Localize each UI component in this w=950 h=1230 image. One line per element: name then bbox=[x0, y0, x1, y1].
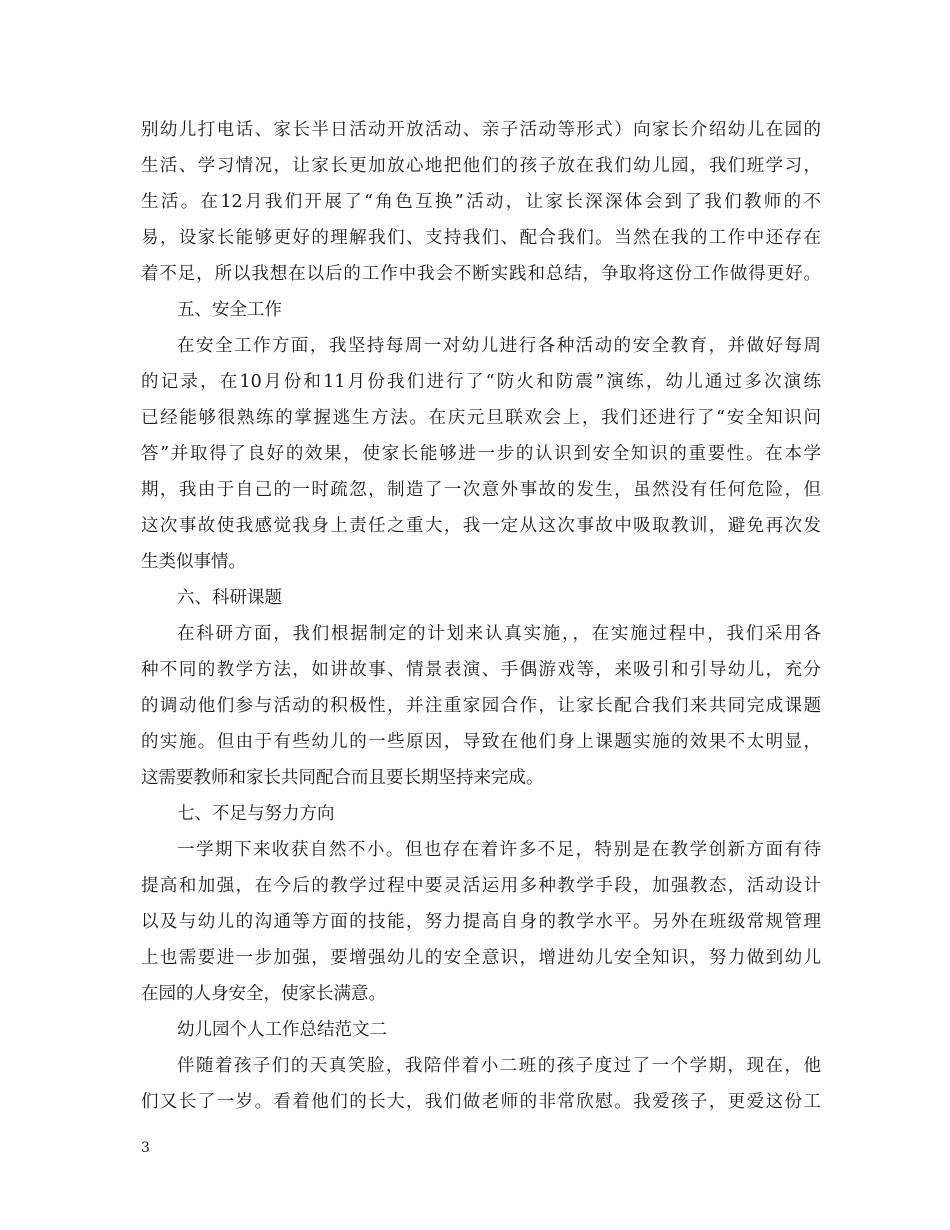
text-line: 七、不足与努力方向 bbox=[177, 804, 335, 824]
text-line: 提高和加强，在今后的教学过程中要灵活运用多种教学手段，加强教态，活动设计 bbox=[141, 876, 821, 896]
text-line: 生类似事情。 bbox=[141, 552, 246, 572]
text-line: 期，我由于自己的一时疏忽，制造了一次意外事故的发生，虽然没有任何危险，但 bbox=[141, 480, 821, 500]
text-line: 种不同的教学方法，如讲故事、情景表演、手偶游戏等，来吸引和引导幼儿，充分 bbox=[141, 660, 821, 680]
text-line: 这需要教师和家长共同配合而且要长期坚持来完成。 bbox=[141, 768, 544, 788]
text-line: 上也需要进一步加强，要增强幼儿的安全意识，增进幼儿安全知识，努力做到幼儿 bbox=[141, 948, 821, 968]
text-line: 在安全工作方面，我坚持每周一对幼儿进行各种活动的安全教育，并做好每周 bbox=[177, 336, 821, 356]
text-line: 在园的人身安全，使家长满意。 bbox=[141, 984, 386, 1004]
text-line: 在科研方面，我们根据制定的计划来认真实施，，在实施过程中，我们采用各 bbox=[177, 624, 821, 644]
text-line: 幼儿园个人工作总结范文二 bbox=[177, 1020, 387, 1040]
text-line: 别幼儿打电话、家长半日活动开放活动、亲子活动等形式）向家长介绍幼儿在园的 bbox=[141, 120, 821, 140]
text-line: 这次事故使我感觉我身上责任之重大，我一定从这次事故中吸取教训，避免再次发 bbox=[141, 516, 821, 536]
text-line: 们又长了一岁。看着他们的长大，我们做老师的非常欣慰。我爱孩子，更爱这份工 bbox=[141, 1092, 821, 1112]
text-line: 已经能够很熟练的掌握逃生方法。在庆元旦联欢会上，我们还进行了“安全知识问 bbox=[141, 408, 821, 428]
text-line: 伴随着孩子们的天真笑脸，我陪伴着小二班的孩子度过了一个学期，现在，他 bbox=[177, 1056, 821, 1076]
page-number: 3 bbox=[141, 1140, 150, 1156]
text-line: 一学期下来收获自然不小。但也存在着许多不足，特别是在教学创新方面有待 bbox=[177, 840, 821, 860]
document-body bbox=[141, 112, 821, 1120]
text-line: 的记录，在10月份和11月份我们进行了“防火和防震”演练，幼儿通过多次演练 bbox=[141, 372, 821, 392]
text-line: 易，设家长能够更好的理解我们、支持我们、配合我们。当然在我的工作中还存在 bbox=[141, 228, 821, 248]
text-line: 的调动他们参与活动的积极性，并注重家园合作，让家长配合我们来共同完成课题 bbox=[141, 696, 821, 716]
text-line: 六、科研课题 bbox=[177, 588, 282, 608]
text-line: 五、安全工作 bbox=[177, 300, 282, 320]
text-line: 着不足，所以我想在以后的工作中我会不断实践和总结，争取将这份工作做得更好。 bbox=[141, 264, 821, 284]
text-line: 生活。在12月我们开展了“角色互换”活动，让家长深深体会到了我们教师的不 bbox=[141, 192, 821, 212]
text-line: 以及与幼儿的沟通等方面的技能，努力提高自身的教学水平。另外在班级常规管理 bbox=[141, 912, 821, 932]
text-line: 答”并取得了良好的效果，使家长能够进一步的认识到安全知识的重要性。在本学 bbox=[141, 444, 821, 464]
text-line: 生活、学习情况，让家长更加放心地把他们的孩子放在我们幼儿园，我们班学习， bbox=[141, 156, 821, 176]
text-line: 的实施。但由于有些幼儿的一些原因，导致在他们身上课题实施的效果不太明显， bbox=[141, 732, 821, 752]
